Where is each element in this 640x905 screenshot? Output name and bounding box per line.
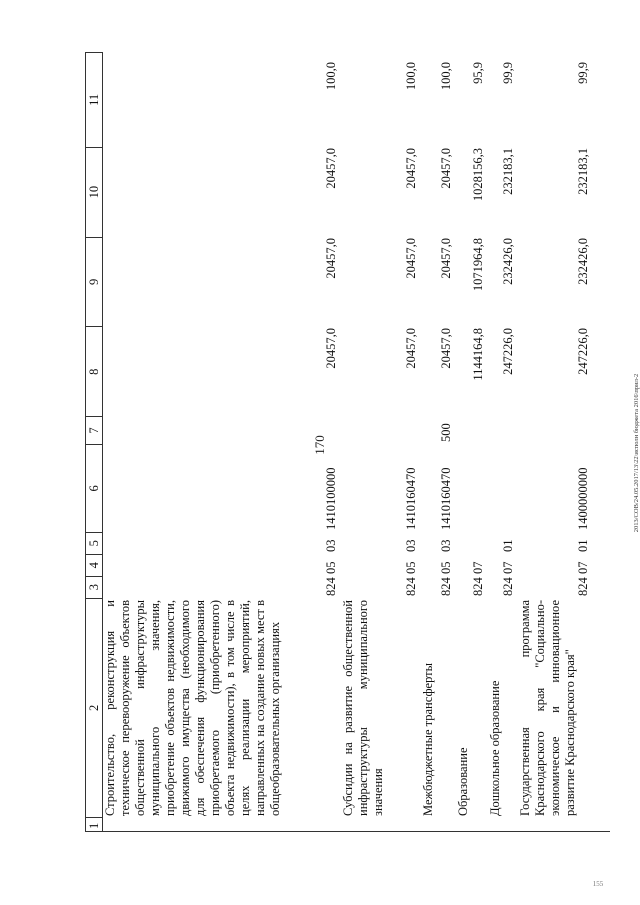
page-number: 170 bbox=[312, 435, 327, 455]
row-value-8: 247226,0 bbox=[501, 328, 515, 375]
row-name: Дошкольное образование bbox=[488, 680, 502, 816]
row-code-5: 03 bbox=[404, 539, 418, 552]
document-code: 2013/СОВ/24.05.2017/13\22\исполн бюджета 2016\прил-2 bbox=[633, 373, 640, 533]
row-code-3: 824 bbox=[576, 577, 590, 596]
header-col-7: 7 bbox=[86, 416, 102, 444]
row-code-7 bbox=[488, 416, 518, 444]
row-code-5: 01 bbox=[501, 539, 515, 552]
row-value-9: 20457,0 bbox=[324, 238, 338, 279]
row-code-4: 07 bbox=[501, 561, 515, 574]
table-row bbox=[456, 52, 488, 832]
row-value-10: 20457,0 bbox=[324, 148, 338, 189]
row-value-8: 247226,0 bbox=[576, 328, 590, 375]
row-value-9: 20457,0 bbox=[404, 238, 418, 279]
row-value-9: 20457,0 bbox=[439, 238, 453, 279]
row-code-6: 1410160470 bbox=[404, 467, 418, 530]
row-code-4: 05 bbox=[324, 561, 338, 574]
row-code-4: 07 bbox=[576, 561, 590, 574]
row-value-10: 1028156,3 bbox=[471, 148, 485, 202]
row-code-5 bbox=[456, 532, 488, 554]
row-code-4: 05 bbox=[439, 561, 453, 574]
row-value-10: 232183,1 bbox=[576, 148, 590, 195]
row-code-6: 1410100000 bbox=[324, 467, 338, 530]
row-code-3: 824 bbox=[439, 577, 453, 596]
header-col-6: 6 bbox=[86, 444, 102, 532]
row-value-9: 1071964,8 bbox=[471, 238, 485, 292]
row-code-4: 07 bbox=[471, 561, 485, 574]
header-col-3: 3 bbox=[86, 576, 102, 598]
row-percent: 100,0 bbox=[324, 62, 338, 91]
table-row bbox=[103, 52, 341, 832]
table-row bbox=[421, 52, 456, 832]
row-code-6 bbox=[488, 444, 518, 532]
header-col-4: 4 bbox=[86, 554, 102, 576]
table-row bbox=[341, 52, 421, 832]
table-row bbox=[488, 52, 518, 832]
row-percent: 95,9 bbox=[471, 62, 485, 84]
header-col-10: 10 bbox=[86, 147, 102, 237]
row-value-10: 20457,0 bbox=[404, 148, 418, 189]
row-percent: 100,0 bbox=[439, 62, 453, 91]
row-code-3: 824 bbox=[501, 577, 515, 596]
row-value-8: 1144164,8 bbox=[471, 328, 485, 381]
header-col-2: 2 bbox=[86, 598, 102, 817]
row-name: Государственная программа Краснодарского края "Социально-экономическое и инновационное развитие Краснодарского края" bbox=[518, 600, 577, 816]
table-row bbox=[518, 52, 593, 832]
row-name: Строительство, реконструкция и техническое перевооружение объектов общественной инфраструктуры муниципального значения, приобретение объектов недвижимости, движимого имущества (необходимого для обеспечения функционирования приобретаемого (приобретенного) объекта недвижимости), в том числе в целях реализации мероприятий, направленных на создание новых мест в общеобразовательных организациях bbox=[103, 600, 282, 816]
row-value-10: 20457,0 bbox=[439, 148, 453, 189]
row-code-3: 824 bbox=[324, 577, 338, 596]
budget-table bbox=[85, 52, 610, 832]
row-value-9: 232426,0 bbox=[501, 238, 515, 285]
corner-mark: 155 bbox=[592, 880, 604, 888]
row-code-7 bbox=[341, 416, 421, 444]
row-value-8: 20457,0 bbox=[439, 328, 453, 369]
row-code-6 bbox=[456, 444, 488, 532]
row-code-6: 1410160470 bbox=[439, 467, 453, 530]
row-code-6: 1400000000 bbox=[576, 467, 590, 530]
row-percent: 99,9 bbox=[501, 62, 515, 84]
row-code-7 bbox=[456, 416, 488, 444]
table-wrapper bbox=[85, 52, 610, 832]
row-name: Субсидии на развитие общественной инфраструктуры муниципального значения bbox=[341, 600, 385, 816]
row-code-5: 01 bbox=[576, 539, 590, 552]
column-number-header bbox=[85, 52, 103, 832]
row-code-7 bbox=[518, 416, 593, 444]
row-value-8: 20457,0 bbox=[324, 328, 338, 369]
header-col-8: 8 bbox=[86, 326, 102, 416]
row-value-10: 232183,1 bbox=[501, 148, 515, 195]
row-value-9: 232426,0 bbox=[576, 238, 590, 285]
row-name: Межбюджетные трансферты bbox=[421, 662, 435, 816]
row-code-7 bbox=[103, 416, 341, 444]
row-percent: 100,0 bbox=[404, 62, 418, 91]
row-percent: 99,9 bbox=[576, 62, 590, 84]
header-col-9: 9 bbox=[86, 237, 102, 327]
header-col-1: 1 bbox=[86, 817, 102, 831]
row-code-3: 824 bbox=[471, 577, 485, 596]
row-value-8: 20457,0 bbox=[404, 328, 418, 369]
row-code-5: 03 bbox=[324, 539, 338, 552]
row-name: Образование bbox=[456, 747, 470, 816]
header-col-5: 5 bbox=[86, 532, 102, 554]
row-code-7: 500 bbox=[439, 423, 453, 442]
header-col-11: 11 bbox=[87, 93, 101, 106]
row-code-4: 05 bbox=[404, 561, 418, 574]
row-code-3: 824 bbox=[404, 577, 418, 596]
left-border-line bbox=[103, 831, 610, 832]
row-code-5: 03 bbox=[439, 539, 453, 552]
